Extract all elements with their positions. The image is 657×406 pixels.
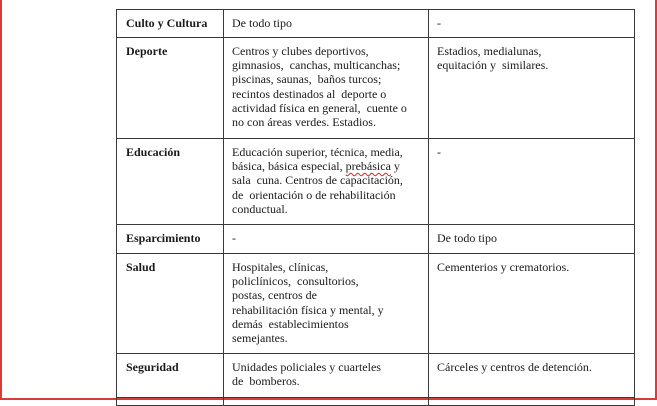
cell-text-line: Centros y clubes deportivos, [232,44,369,58]
table-row [117,10,635,38]
cell-text-line: actividad física en general, cuente o [232,100,407,115]
category-label: Esparcimiento [126,231,201,245]
table-row [117,354,635,398]
empty-cell [429,398,635,406]
cell-text-line: - [232,231,236,245]
cell-text-line: de orientación o de rehabilitación [232,187,396,202]
cell-text-line: piscinas, saunas, baños turcos; [232,72,382,87]
other-uses-cell [429,254,635,354]
land-use-table [116,9,635,406]
spellcheck-flagged-word: prebásica [345,159,391,174]
other-uses-cell [429,225,635,254]
category-label: Educación [126,145,181,159]
empty-cell [224,398,429,406]
category-cell [117,139,224,225]
cell-text-line: policlínicos, consultorios, [232,274,359,289]
cell-text-line: gimnasios, canchas, multicanchas; [232,58,401,73]
permitted-uses-cell [224,354,429,398]
cell-text-fragment: básica, básica especial, [232,159,346,174]
permitted-uses-cell [224,254,429,354]
permitted-uses-cell [224,225,429,254]
cell-text-line: De todo tipo [437,231,497,245]
table-row [117,139,635,225]
window-frame-left [0,0,2,400]
table-row [117,254,635,354]
category-cell [117,354,224,398]
category-label: Salud [126,260,156,274]
cell-text-fragment: y [390,159,400,174]
cell-text-line: Unidades policiales y cuarteles [232,360,381,374]
cell-text-line: demás establecimientos [232,316,349,331]
other-uses-cell [429,38,635,139]
table-row [117,225,635,254]
cell-text-line: recintos destinados al deporte o [232,86,387,101]
cell-text-line: postas, centros de [232,288,317,303]
cell-text-line: Estadios, medialunas, [437,44,542,58]
cell-text-line: conductual. [232,201,288,216]
table-row-partial [117,398,635,406]
cell-text-line: Cementerios y crematorios. [437,260,570,274]
empty-cell [117,398,224,406]
other-uses-cell [429,354,635,398]
category-cell [117,10,224,38]
cell-text-line: no con áreas verdes. Estadios. [232,115,376,130]
category-cell [117,254,224,354]
cell-text-line: Educación superior, técnica, media, [232,145,403,159]
category-label: Seguridad [126,360,179,374]
cell-text-line: - [437,16,441,30]
cell-text-line [232,159,424,173]
category-cell [117,38,224,139]
cell-text-line: de bomberos. [232,374,300,389]
table-row [117,38,635,139]
category-label: Culto y Cultura [126,16,208,30]
permitted-uses-cell [224,10,429,38]
other-uses-cell [429,139,635,225]
other-uses-cell [429,10,635,38]
permitted-uses-cell [224,139,429,225]
category-cell [117,225,224,254]
cell-text-line: Cárceles y centros de detención. [437,360,592,374]
cell-text-line: semejantes. [232,331,288,346]
cell-text-line: equitación y similares. [437,58,549,73]
cell-text-line: De todo tipo [232,16,292,30]
cell-text-line: rehabilitación física y mental, y [232,302,384,317]
cell-text-line: - [437,145,441,159]
permitted-uses-cell [224,38,429,139]
cell-text-line: sala cuna. Centros de capacitación, [232,173,403,188]
cell-text-line: Hospitales, clínicas, [232,260,329,274]
category-label: Deporte [126,44,168,58]
